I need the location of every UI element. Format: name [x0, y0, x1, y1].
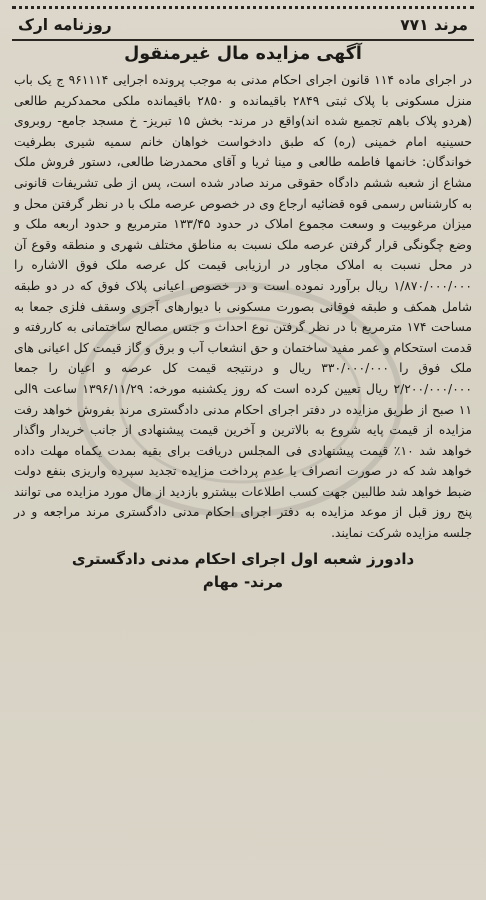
signature-line-1: دادورز شعبه اول اجرای احکام مدنی دادگستری: [71, 549, 415, 568]
masthead: [12, 11, 474, 39]
signature-block: [12, 548, 474, 594]
header-rule: [12, 39, 474, 41]
issue-label: مرند ۷۷۱: [400, 16, 468, 34]
newspaper-name: روزنامه ارک: [18, 16, 112, 34]
signature-line-2: مرند- مهام: [202, 572, 284, 591]
top-dotted-rule: [12, 6, 474, 9]
notice-title: آگهی مزایده مال غیرمنقول: [124, 44, 362, 64]
notice-body: در اجرای ماده ۱۱۴ قانون اجرای احکام مدنی به موجب پرونده اجرایی ۹۶۱۱۱۴ ج یک باب منزل مسکونی با پلاک ثبتی ۲۸۴۹ باقیمانده و ۲۸۵۰ باقیمانده ملکی محمدکریم طالعی (هردو پلاک باهم تجمیع شده اند)واقع در مرند- بخش ۱۵ تبریز- خ مسجد جامع- روبروی حسینیه امام خمینی (ره) که طبق دادخواست خواهان خانم سمیه شیری بطرفیت خواندگان: خانمها فاطمه طالعی و مینا ثریا و آقای محمدرضا طالعی، دستور فروش ملک مشاع از شعبه ششم دادگاه حقوقی مرند صادر شده است، پس از طی تشریفات قانونی به کارشناس رسمی قوه قضائیه ارجاع وی در خصوص عرصه ملک با در نظر گرفتن محل و میزان مرغوبیت و وسعت مجموع املاک در حدود ۱۳۳/۴۵ مترمربع و حدود اربعه ملک و وضع چگونگی قرار گرفتن عرصه ملک نسبت به مناطق مختلف شهری و منطقه وقوع آن در محل نسبت به املاک مجاور در ارزیابی قیمت کل عرصه ملک فوق الاشاره را ۱/۸۷۰/۰۰۰/۰۰۰ ریال برآورد نموده است و در خصوص اعیانی پلاک فوق که در دو طبقه شامل همکف و طبقه فوقانی بصورت مسکونی با دیوارهای آجری وسقف فلزی جمعا به مساحت ۱۷۴ مترمربع با در نظر گرفتن نوع احداث و جنس مصالح ساختمانی به کاررفته و قدمت استحکام و عمر مفید ساختمان و حق انشعاب آب و برق و گاز قیمت کل اعیانی های ملک فوق را ۳۳۰/۰۰۰/۰۰۰ ریال و درنتیجه قیمت کل عرصه و اعیان را جمعا ۲/۲۰۰/۰۰۰/۰۰۰ ریال تعیین کرده است که روز یکشنبه مورخه: ۱۳۹۶/۱۱/۲۹ ساعت ۹الی ۱۱ صبح از طریق مزایده در دفتر اجرای احکام مدنی دادگستری مرند بفروش خواهد رفت مزایده از قیمت پایه شروع به بالاترین و آخرین قیمت پیشنهادی از جانب خریدار واگذار خواهد شد ۱۰٪ قیمت پیشنهادی فی المجلس دریافت برای بقیه بمدت یکماه مهلت داده خواهد شد که در صورت انصراف یا عدم پرداخت مزایده تجدید سپرده واریزی بنفع دولت ضبط خواهد شد طالبین جهت کسب اطلاعات بیشترو بازدید از مال مورد مزایده می توانند پنج روز قبل از موعد مزایده به دفتر اجرای احکام مدنی دادگستری مرند مراجعه و در جلسه مزایده شرکت نمایند.: [14, 73, 473, 541]
